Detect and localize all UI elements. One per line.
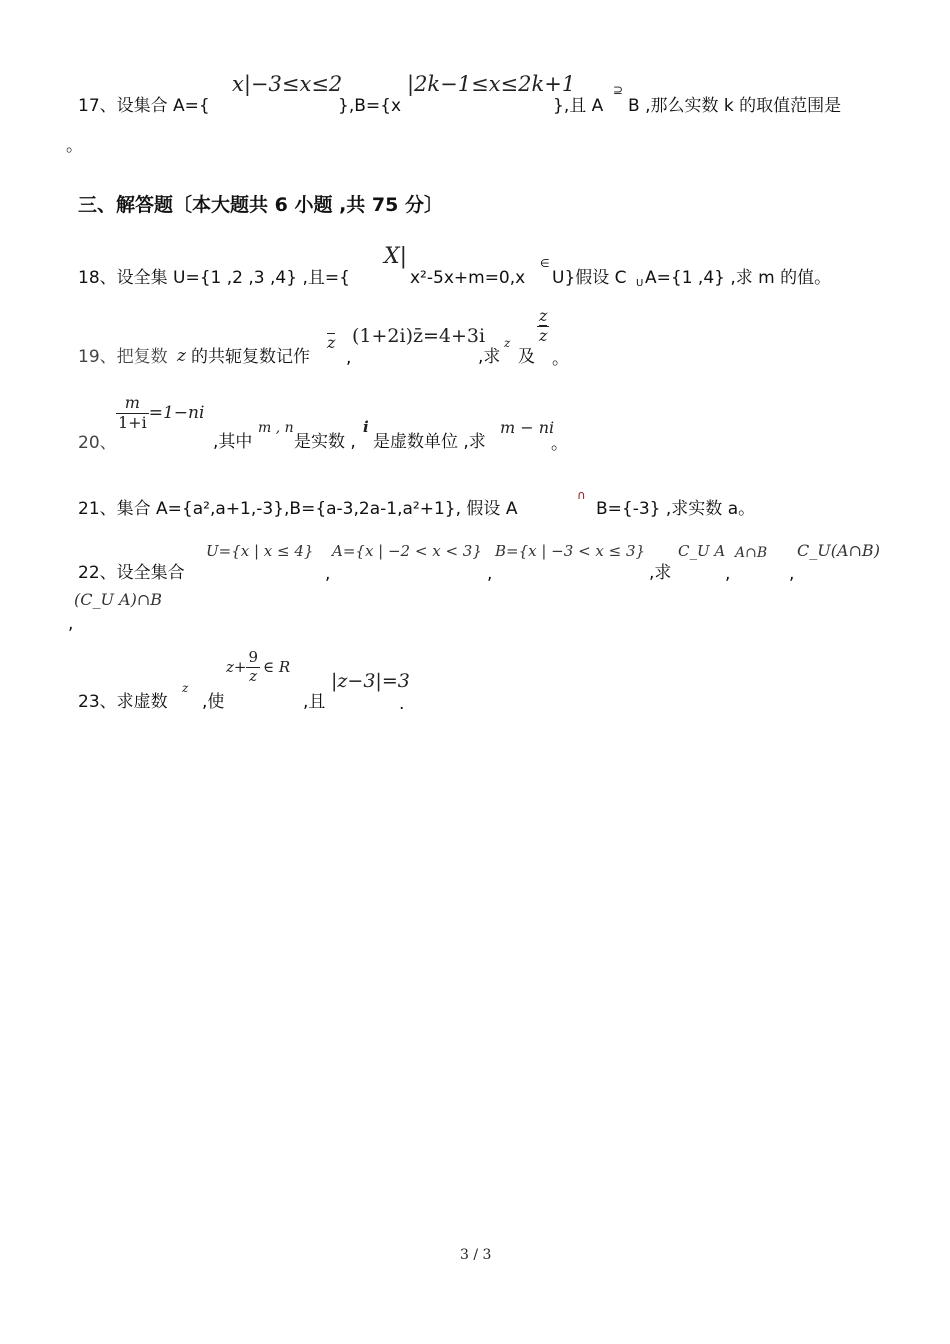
q19-comma: , (346, 348, 352, 368)
q22-comma-2: , (487, 564, 493, 584)
element-of-symbol: ∈ (540, 257, 550, 270)
q22-comma-1: , (325, 564, 331, 584)
q19-fraction-denominator-bar: z (539, 325, 548, 345)
q19-fraction-denominator (537, 327, 549, 345)
q20-text-2: 是实数 , (294, 432, 356, 452)
q18-math-x: X| (384, 244, 408, 269)
q17-text-3: },且 A (553, 96, 604, 116)
q18-text-1: 18、设全集 U={1 ,2 ,3 ,4} ,且={ (78, 268, 350, 288)
q23-end: . (399, 694, 405, 714)
q17-text-4: B ,那么实数 k 的取值范围是 (628, 96, 842, 116)
q22-complement-a: C_U A (678, 542, 726, 560)
q20-equation (116, 395, 204, 432)
q22-text-2: ,求 (649, 563, 672, 583)
q23-text-1: 23、求虚数 (78, 692, 168, 712)
q22-comma-4: , (789, 564, 795, 584)
superset-symbol: ⊇ (613, 83, 624, 97)
q22-set-b: B={x | −3 < x ≤ 3} (495, 542, 646, 560)
q17-text-1: 17、设集合 A={ (78, 96, 210, 116)
q23-condition (226, 650, 290, 685)
q19-text-1: 19、把复数 (78, 347, 168, 367)
page-number: 3 / 3 (460, 1247, 492, 1263)
q20-math-mn: m , n (258, 420, 294, 436)
q20-math-i: i (363, 418, 369, 436)
q19-text-2: 的共轭复数记作 (191, 347, 310, 367)
q17-math-set-a: x|−3≤x≤2 (232, 72, 343, 96)
q20-text-1: ,其中 (213, 432, 253, 452)
q23-fraction-denominator: z (249, 666, 258, 685)
q19-fraction-numerator: z (539, 306, 548, 325)
q19-equation: (1+2i)z̄=4+3i (352, 325, 486, 347)
q22-a-intersect-b: A∩B (735, 545, 768, 561)
q23-text-2: ,使 (202, 692, 225, 712)
q23-math-z: z (182, 681, 189, 695)
q20-math-expression: m − ni (500, 418, 555, 437)
q22-complement-of-intersection: C_U(A∩B) (797, 541, 880, 560)
q23-absolute-condition: |z−3|=3 (331, 670, 410, 692)
q17-text-2: },B={x (338, 96, 402, 116)
q23-condition-part-b: ∈ R (263, 657, 291, 676)
section-3-title: 三、解答题〔本大题共 6 小题 ,共 75 分〕 (78, 194, 443, 216)
q22-set-u: U={x | x ≤ 4} (206, 542, 314, 560)
q19-fraction (537, 308, 549, 345)
q22-complement-a-intersect-b: (C_U A)∩B (74, 590, 163, 609)
subscript-u: U (636, 278, 644, 289)
intersection-symbol: ∩ (577, 488, 586, 502)
q23-condition-part-a: z+ (226, 657, 247, 676)
q22-end: , (68, 614, 74, 634)
q20-end: 。 (551, 434, 568, 454)
q18-text-3: U}假设 C (552, 268, 627, 288)
q22-text-1: 22、设全集合 (78, 563, 185, 583)
q22-comma-3: , (725, 564, 731, 584)
q18-text-2: x²-5x+m=0,x (410, 268, 526, 288)
q19-math-z: z (177, 346, 186, 366)
q20-text-0: 20、 (78, 433, 117, 453)
q17-math-set-b: |2k−1≤x≤2k+1 (407, 72, 576, 96)
q23-fraction-numerator: 9 (248, 648, 259, 666)
q19-text-4: 及 (518, 347, 535, 367)
q17-end: 。 (66, 136, 83, 156)
q21-text-2: B={-3} ,求实数 a。 (596, 499, 756, 519)
q18-text-4: A={1 ,4} ,求 m 的值。 (645, 268, 832, 288)
q20-text-3: 是虚数单位 ,求 (373, 432, 486, 452)
q19-math-z-2: z (504, 336, 511, 350)
q20-fraction-denominator: 1+i (118, 412, 147, 432)
q20-fraction-numerator: m (116, 395, 149, 414)
q19-conjugate-z: z (327, 333, 336, 352)
q23-text-3: ,且 (303, 692, 326, 712)
q19-text-3: ,求 (478, 347, 501, 367)
q22-set-a: A={x | −2 < x < 3} (332, 542, 482, 560)
q21-text-1: 21、集合 A={a²,a+1,-3},B={a-3,2a-1,a²+1}, 假设 A (78, 499, 518, 519)
q20-equation-rhs: =1−ni (148, 402, 205, 423)
q19-end: 。 (552, 349, 569, 369)
